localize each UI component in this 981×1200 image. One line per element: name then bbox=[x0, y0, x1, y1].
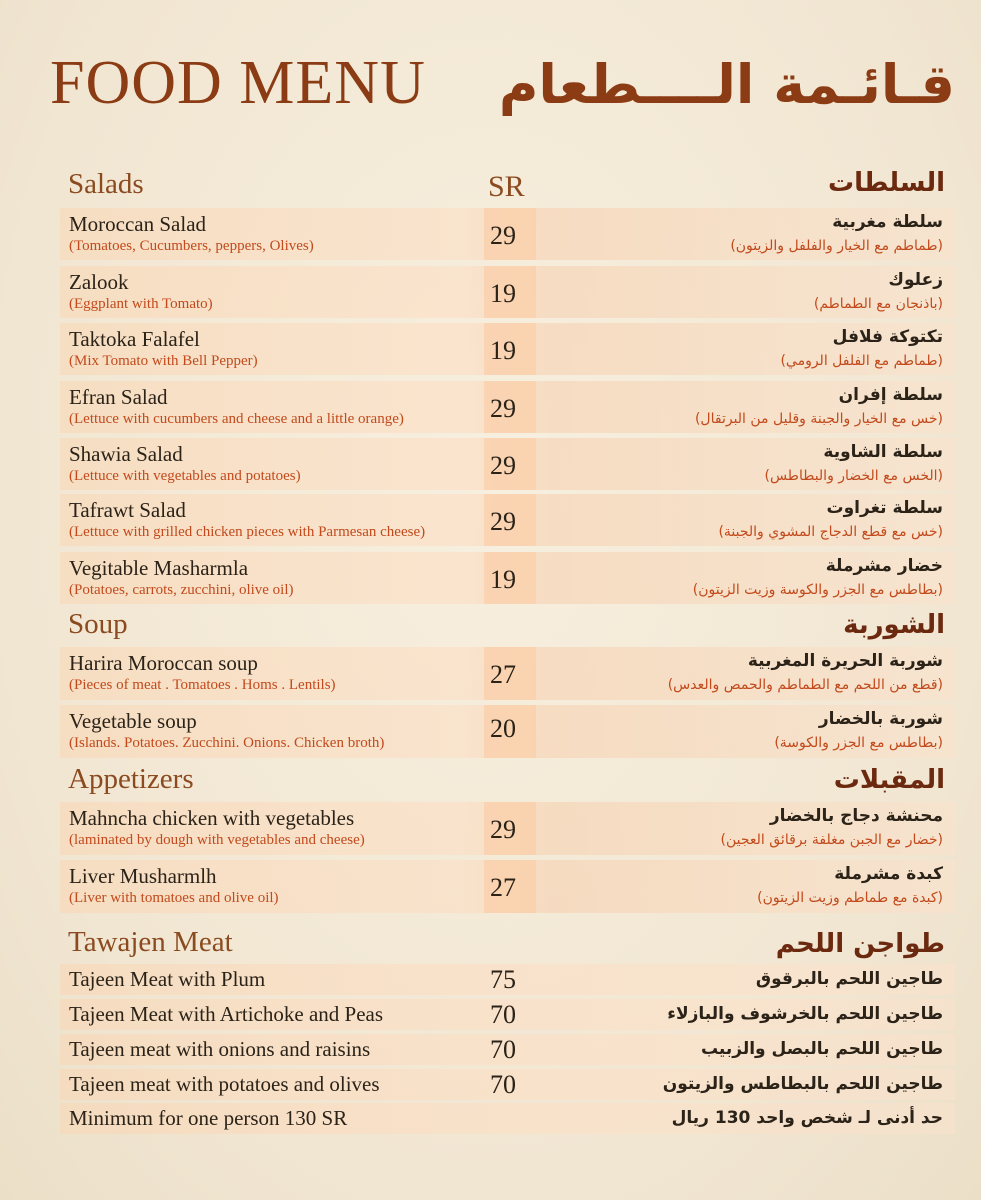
item-name: Taktoka Falafel bbox=[69, 327, 200, 351]
item-name: Efran Salad bbox=[69, 385, 168, 409]
item-description: (Lettuce with cucumbers and cheese and a little orange) bbox=[69, 411, 404, 427]
item-price: 70 bbox=[490, 1035, 516, 1064]
section-title-tawajen: Tawajen Meat bbox=[68, 926, 233, 958]
section-title-salads-ar: السلطات bbox=[828, 168, 945, 198]
item-name-ar: محنشة دجاج بالخضار bbox=[769, 806, 943, 826]
item-name-ar: خضار مشرملة bbox=[825, 556, 943, 576]
item-name: Vegetable soup bbox=[69, 709, 197, 733]
section-title-soup: Soup bbox=[68, 608, 128, 640]
item-description: (Liver with tomatoes and olive oil) bbox=[69, 890, 279, 906]
item-price: 70 bbox=[490, 1070, 516, 1099]
item-name-ar: سلطة مغربية bbox=[832, 212, 943, 232]
menu-item bbox=[60, 1069, 955, 1100]
menu-item bbox=[60, 381, 955, 433]
menu-item bbox=[60, 1034, 955, 1065]
item-price: 27 bbox=[490, 873, 516, 902]
item-price: 29 bbox=[490, 451, 516, 480]
section-title-appetizers-ar: المقبلات bbox=[833, 765, 945, 795]
menu-item bbox=[60, 964, 955, 995]
item-name-ar: سلطة إفران bbox=[838, 385, 943, 405]
menu-item bbox=[60, 323, 955, 375]
item-name-ar: سلطة الشاوية bbox=[823, 442, 943, 462]
minimum-charge-en: Minimum for one person 130 SR bbox=[69, 1106, 348, 1130]
section-title-appetizers: Appetizers bbox=[68, 763, 194, 795]
item-name: Mahncha chicken with vegetables bbox=[69, 806, 355, 830]
item-price: 19 bbox=[490, 279, 516, 308]
item-name-ar: كبدة مشرملة bbox=[834, 864, 943, 884]
item-name: Tajeen meat with onions and raisins bbox=[69, 1037, 371, 1061]
item-price: 27 bbox=[490, 660, 516, 689]
item-description-ar: (طماطم مع الخيار والفلفل والزيتون) bbox=[730, 238, 943, 254]
menu-item bbox=[60, 860, 955, 913]
item-description-ar: (بطاطس مع الجزر والكوسة) bbox=[774, 735, 943, 751]
item-price: 29 bbox=[490, 815, 516, 844]
item-description-ar: (قطع من اللحم مع الطماطم والحمص والعدس) bbox=[667, 677, 943, 693]
item-name: Zalook bbox=[69, 270, 129, 294]
item-description: (Pieces of meat . Tomatoes . Homs . Lentils) bbox=[69, 677, 336, 693]
item-name-ar: تكتوكة فلافل bbox=[832, 327, 943, 347]
item-name-ar: طاجين اللحم بالبرقوق bbox=[755, 969, 943, 989]
item-name: Liver Musharmlh bbox=[69, 864, 217, 888]
menu-title-en: FOOD MENU bbox=[50, 49, 426, 117]
item-description: (Tomatoes, Cucumbers, peppers, Olives) bbox=[69, 238, 314, 254]
item-description-ar: (طماطم مع الفلفل الرومي) bbox=[780, 353, 943, 369]
item-price: 29 bbox=[490, 221, 516, 250]
item-description-ar: (خس مع الخيار والجبنة وقليل من البرتقال) bbox=[694, 411, 943, 427]
item-price: 29 bbox=[490, 394, 516, 423]
item-description: (Eggplant with Tomato) bbox=[69, 296, 213, 312]
item-name: Vegitable Masharmla bbox=[69, 556, 249, 580]
menu-item bbox=[60, 802, 955, 855]
item-price: 75 bbox=[490, 965, 516, 994]
item-description: (Lettuce with vegetables and potatoes) bbox=[69, 468, 301, 484]
item-description: (Lettuce with grilled chicken pieces with Parmesan cheese) bbox=[69, 524, 426, 540]
menu-item bbox=[60, 494, 955, 546]
section-title-tawajen-ar: طواجن اللحم bbox=[775, 929, 945, 959]
item-name: Harira Moroccan soup bbox=[69, 651, 258, 675]
item-name: Tajeen Meat with Plum bbox=[69, 967, 266, 991]
minimum-charge-row bbox=[60, 1103, 955, 1134]
item-price: 29 bbox=[490, 507, 516, 536]
item-name-ar: طاجين اللحم بالخرشوف والبازلاء bbox=[667, 1004, 943, 1024]
menu-item bbox=[60, 552, 955, 604]
section-title-soup-ar: الشوربة bbox=[843, 610, 945, 640]
item-name-ar: طاجين اللحم بالبطاطس والزيتون bbox=[662, 1074, 943, 1094]
item-name-ar: شوربة الحريرة المغربية bbox=[747, 651, 943, 671]
item-name-ar: شوربة بالخضار bbox=[818, 709, 943, 729]
item-price: 70 bbox=[490, 1000, 516, 1029]
item-price: 19 bbox=[490, 336, 516, 365]
item-name: Moroccan Salad bbox=[69, 212, 207, 236]
item-name: Shawia Salad bbox=[69, 442, 183, 466]
price-column-header: SR bbox=[488, 170, 525, 203]
item-description-ar: (باذنجان مع الطماطم) bbox=[813, 296, 943, 312]
item-name: Tajeen Meat with Artichoke and Peas bbox=[69, 1002, 384, 1026]
item-name: Tafrawt Salad bbox=[69, 498, 186, 522]
item-name-ar: طاجين اللحم بالبصل والزبيب bbox=[700, 1039, 943, 1059]
menu-item bbox=[60, 705, 955, 758]
item-name-ar: زعلوك bbox=[888, 270, 943, 290]
menu-item bbox=[60, 208, 955, 260]
item-name-ar: سلطة تغراوت bbox=[826, 498, 943, 518]
menu-title-ar: قـائـمة الــــطعام bbox=[498, 53, 955, 116]
item-description-ar: (خضار مع الجبن مغلفة برقائق العجين) bbox=[720, 832, 943, 848]
item-description: (Potatoes, carrots, zucchini, olive oil) bbox=[69, 582, 294, 598]
item-name: Tajeen meat with potatoes and olives bbox=[69, 1072, 380, 1096]
item-price: 19 bbox=[490, 565, 516, 594]
minimum-charge-ar: حد أدنى لـ شخص واحد 130 ريال bbox=[671, 1108, 943, 1128]
menu-item bbox=[60, 647, 955, 700]
item-description-ar: (خس مع قطع الدجاج المشوي والجبنة) bbox=[718, 524, 943, 540]
menu-item bbox=[60, 266, 955, 318]
item-description: (Islands. Potatoes. Zucchini. Onions. Chicken broth) bbox=[69, 735, 385, 751]
item-price: 20 bbox=[490, 714, 516, 743]
section-title-salads: Salads bbox=[68, 168, 144, 200]
item-description-ar: (الخس مع الخضار والبطاطس) bbox=[764, 468, 943, 484]
item-description-ar: (بطاطس مع الجزر والكوسة وزيت الزيتون) bbox=[692, 582, 943, 598]
item-description-ar: (كبدة مع طماطم وزيت الزيتون) bbox=[757, 890, 943, 906]
menu-item bbox=[60, 999, 955, 1030]
item-description: (laminated by dough with vegetables and cheese) bbox=[69, 832, 365, 848]
item-description: (Mix Tomato with Bell Pepper) bbox=[69, 353, 258, 369]
menu-item bbox=[60, 438, 955, 490]
